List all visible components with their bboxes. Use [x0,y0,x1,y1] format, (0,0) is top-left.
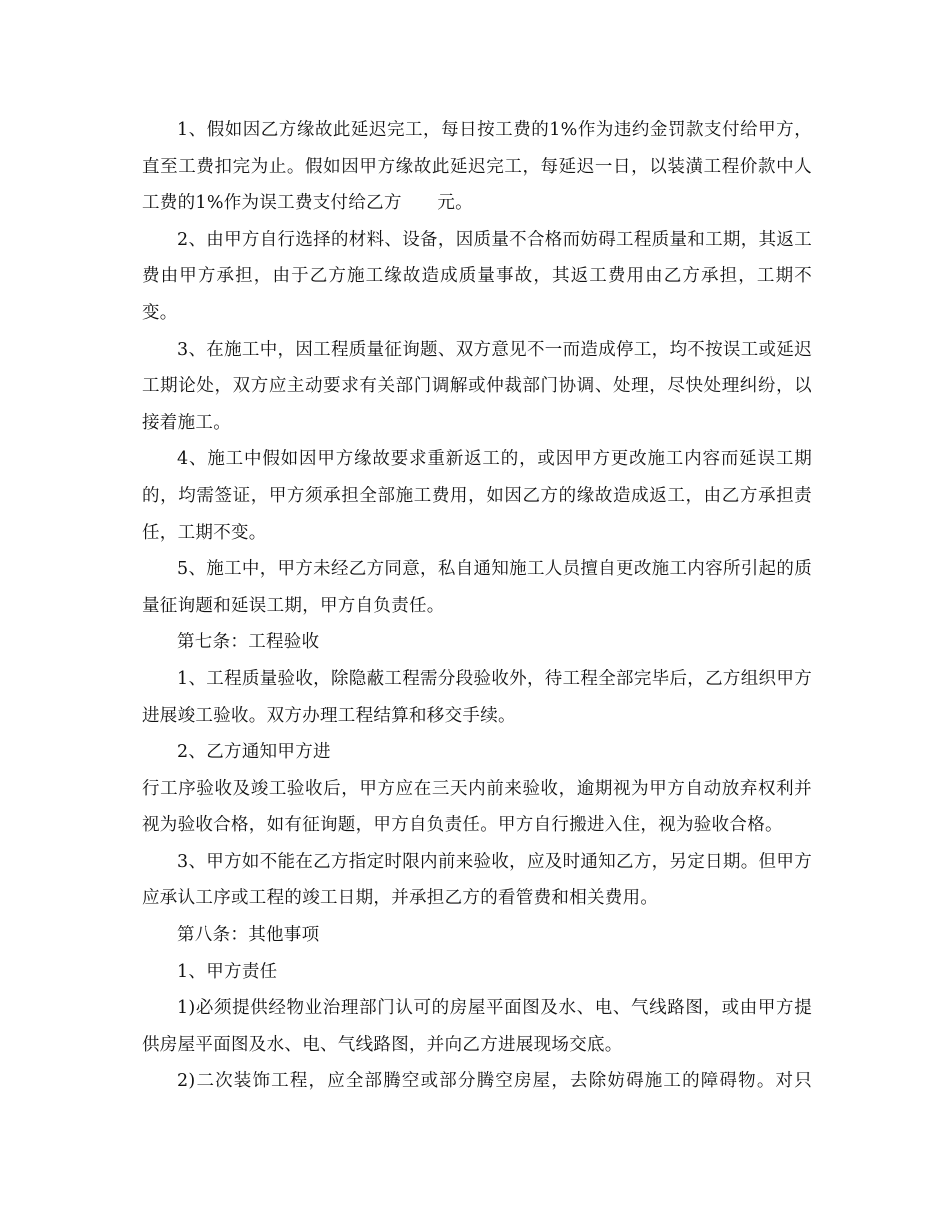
paragraph-acceptance-deadline: 行工序验收及竣工验收后，甲方应在三天内前来验收，逾期视为甲方自动放弃权利并视为验收合格，如有征询题，甲方自负责任。甲方自行搬进入住，视为验收合格。 [142,778,812,836]
paragraph-notice-fragment: 2、乙方通知甲方进 [177,742,331,763]
section-heading-article-8: 第八条：其他事项 [177,925,320,946]
paragraph-clear-premises: 2)二次装饰工程，应全部腾空或部分腾空房屋，去除妨碍施工的障碍物。对只 [177,1071,812,1092]
paragraph-dispute-stoppage: 3、在施工中，因工程质量征询题、双方意见不一而造成停工，均不按误工或延迟工期论处，双方应主动要求有关部门调解或仲裁部门协调、处理，尽快处理纠纷，以接着施工。 [142,339,812,433]
document-body [142,112,812,1100]
paragraph-reschedule: 3、甲方如不能在乙方指定时限内前来验收，应及时通知乙方，另定日期。但甲方应承认工序或工程的竣工日期，并承担乙方的看管费和相关费用。 [142,851,812,909]
paragraph-unauthorized-change: 5、施工中，甲方未经乙方同意，私自通知施工人员擅自更改施工内容所引起的质量征询题和延误工期，甲方自负责任。 [142,559,812,616]
section-heading-article-7: 第七条：工程验收 [177,632,320,653]
paragraph-floor-plan: 1)必须提供经物业治理部门认可的房屋平面图及水、电、气线路图，或由甲方提供房屋平面图及水、电、气线路图，并向乙方进展现场交底。 [142,998,812,1055]
paragraph-penalty-delay: 1、假如因乙方缘故此延迟完工，每日按工费的1%作为违约金罚款支付给甲方，直至工费扣完为止。假如因甲方缘故此延迟完工，每延迟一日，以装潢工程价款中人工费的1%作为误工费支付给乙方 元。 [142,120,812,214]
paragraph-material-quality: 2、由甲方自行选择的材料、设备，因质量不合格而妨碍工程质量和工期，其返工费由甲方承担，由于乙方施工缘故造成质量事故，其返工费用由乙方承担，工期不变。 [142,229,812,323]
subheading-party-a-duties: 1、甲方责任 [177,961,278,982]
paragraph-quality-acceptance: 1、工程质量验收，除隐蔽工程需分段验收外，待工程全部完毕后，乙方组织甲方进展竣工验收。双方办理工程结算和移交手续。 [142,668,812,726]
paragraph-rework: 4、施工中假如因甲方缘故要求重新返工的，或因甲方更改施工内容而延误工期的，均需签证，甲方须承担全部施工费用，如因乙方的缘故造成返工，由乙方承担责任，工期不变。 [142,449,812,543]
